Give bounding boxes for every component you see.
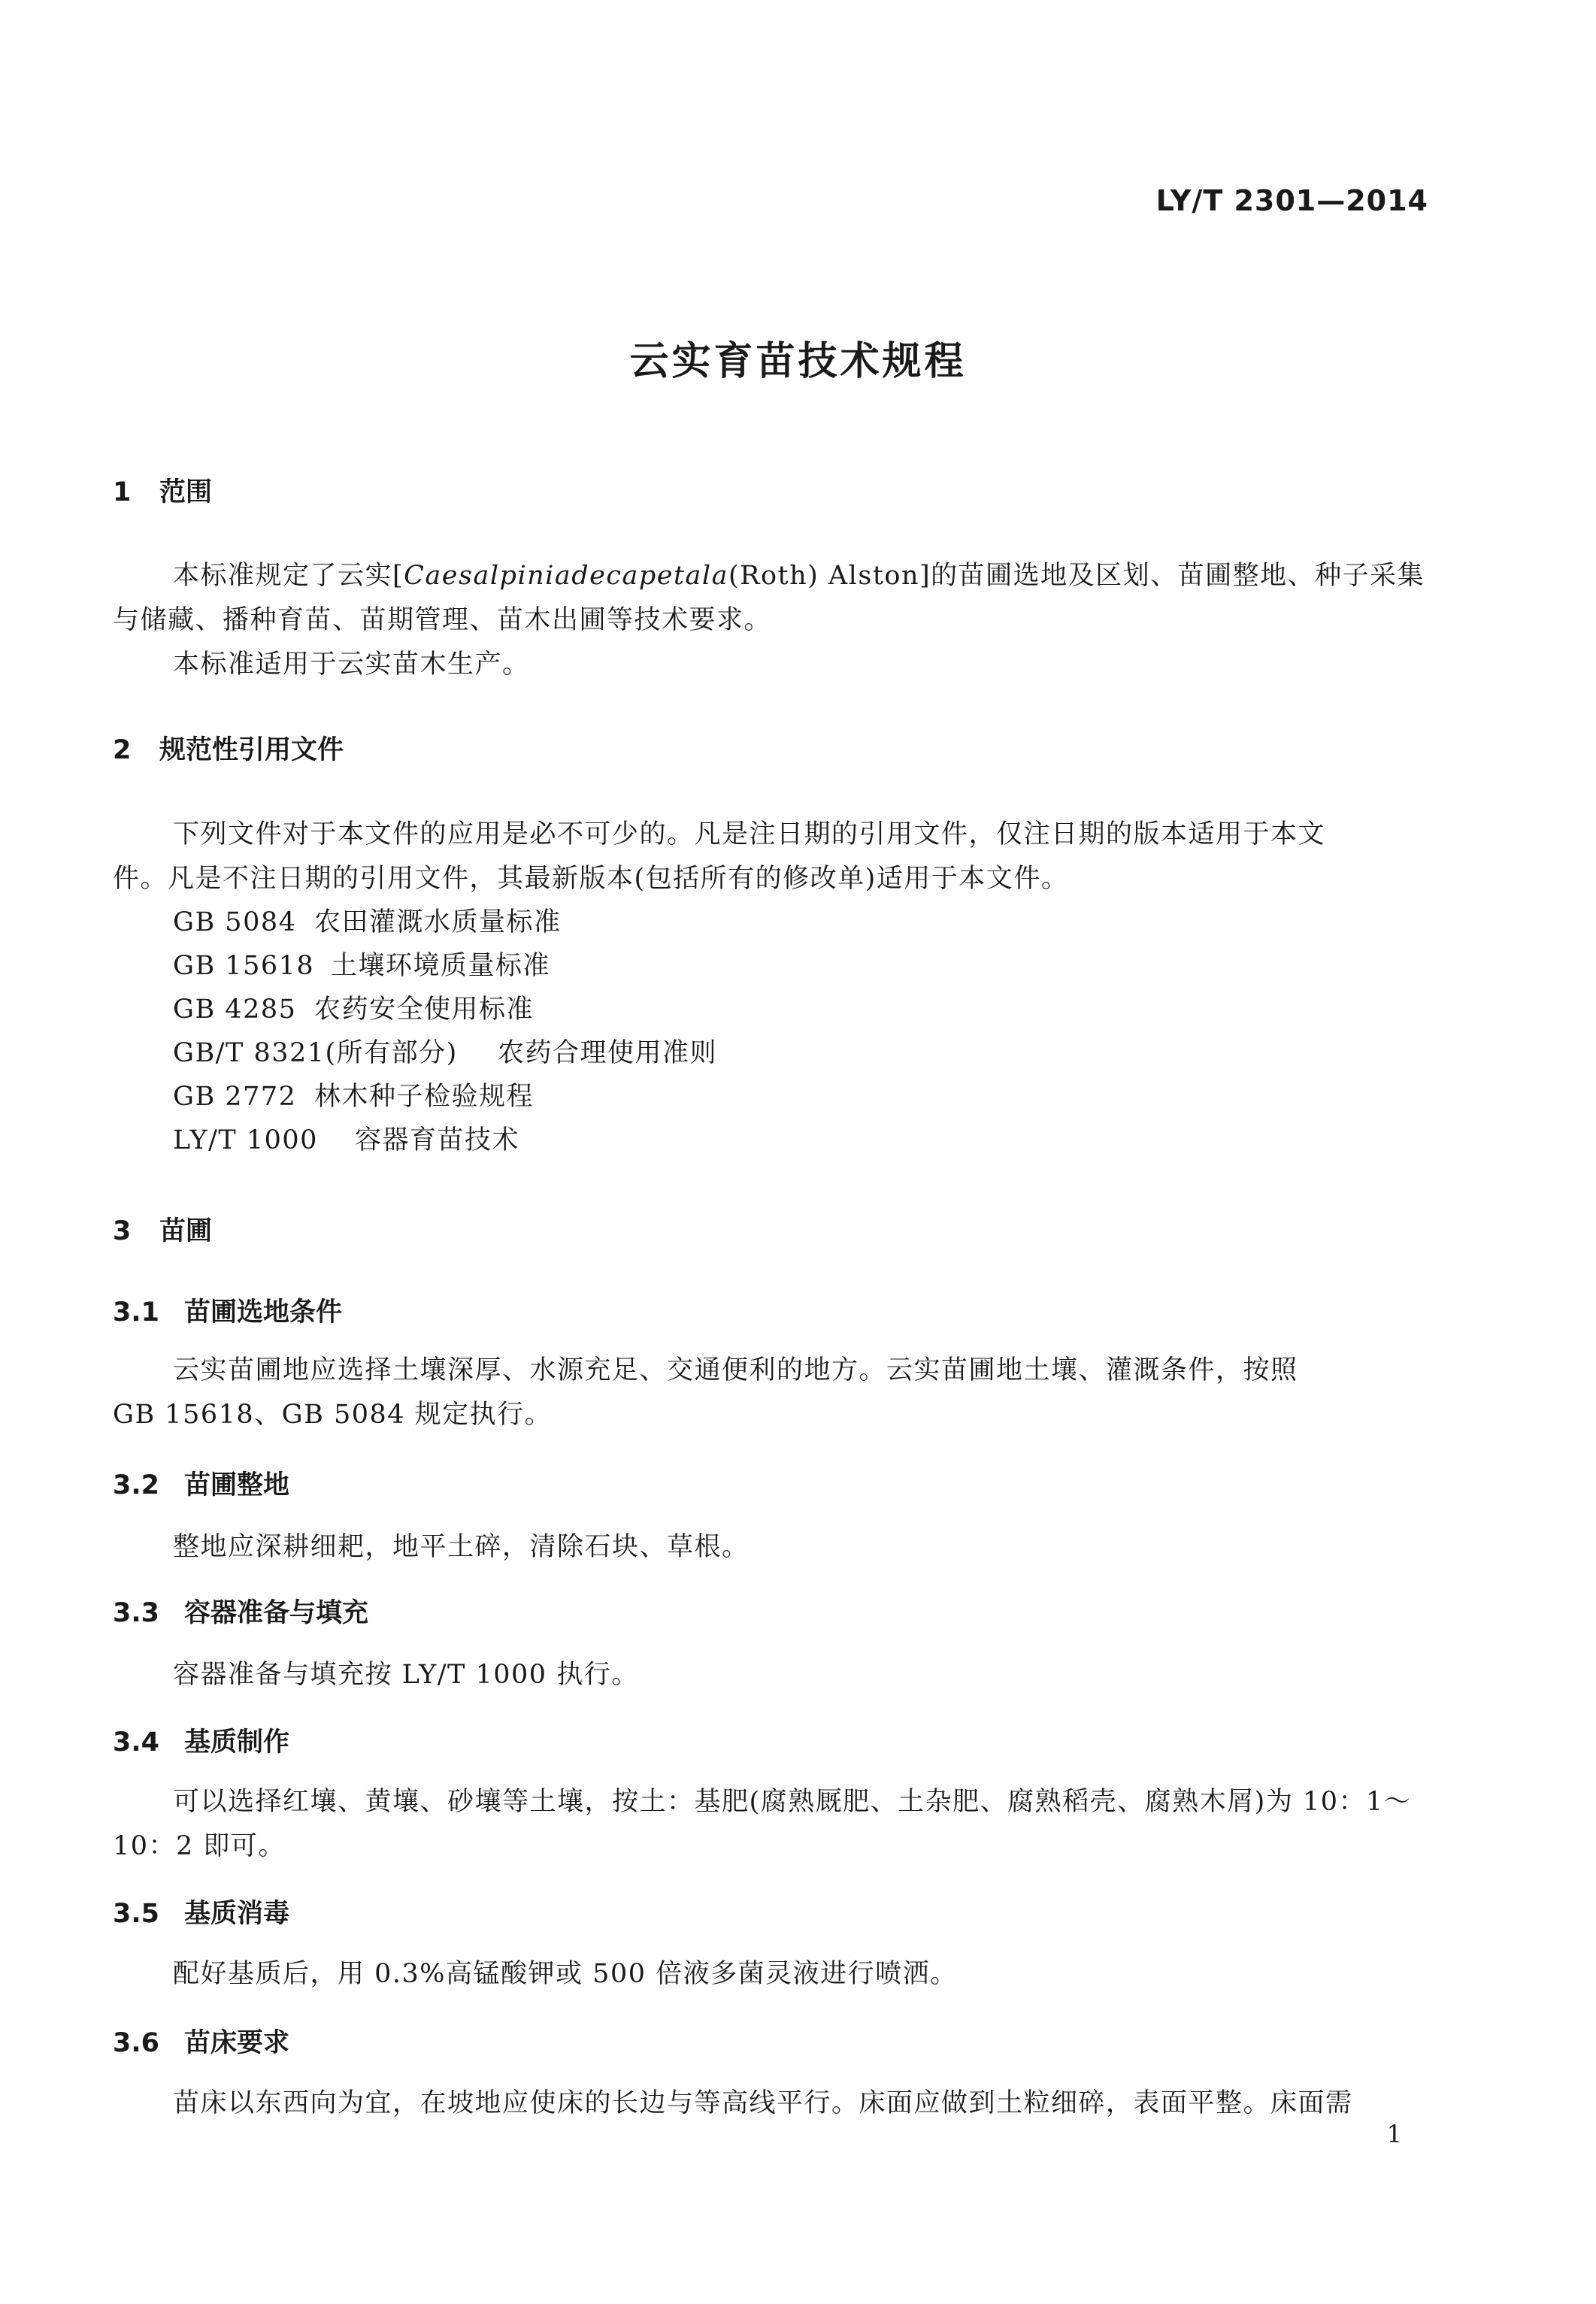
section-3-heading [113,1210,212,1248]
reference-item [173,901,562,939]
reference-code: GB/T 8321(所有部分) [173,1038,458,1068]
section-number: 2 [113,735,132,765]
reference-code: GB 4285 [173,995,297,1025]
subsection-title: 基质消毒 [184,1899,290,1929]
reference-code: GB 15618 [173,951,315,981]
subsection-number: 3.2 [113,1470,160,1500]
scope-paragraph-line-2: 与储藏、播种育苗、苗期管理、苗木出圃等技术要求。 [113,605,772,635]
subsection-3-1-text-line-1: 云实苗圃地应选择土壤深厚、水源充足、交通便利的地方。云实苗圃地土壤、灌溉条件，按照 [173,1355,1298,1385]
subsection-3-2-text: 整地应深耕细耙，地平土碎，清除石块、草根。 [173,1532,750,1562]
references-intro-line-2: 件。凡是不注日期的引用文件，其最新版本(包括所有的修改单)适用于本文件。 [113,864,1069,894]
references-intro-line-1: 下列文件对于本文件的应用是必不可少的。凡是注日期的引用文件，仅注日期的版本适用于本文 [173,819,1326,849]
subsection-number: 3.5 [113,1899,160,1929]
subsection-title: 基质制作 [184,1727,290,1758]
subsection-3-2-heading [113,1464,289,1502]
latin-name: Caesalpiniadecapetala [404,561,728,591]
reference-item [173,1119,519,1157]
subsection-3-6-heading [113,2022,289,2060]
subsection-3-5-text: 配好基质后，用 0.3%高锰酸钾或 500 倍液多菌灵液进行喷洒。 [173,1959,958,1989]
text-run: 本标准规定了云实[ [173,561,404,591]
subsection-3-4-text-line-2: 10：2 即可。 [113,1831,286,1861]
subsection-3-4-heading [113,1721,289,1759]
subsection-3-3-text: 容器准备与填充按 LY/T 1000 执行。 [173,1660,639,1690]
reference-item [173,989,534,1026]
document-title: 云实育苗技术规程 [629,339,967,384]
subsection-number: 3.6 [113,2028,160,2058]
reference-item [173,945,550,982]
standard-number: LY/T 2301—2014 [1155,184,1428,217]
scope-applicability: 本标准适用于云实苗木生产。 [173,649,530,680]
section-2-heading [113,729,344,767]
subsection-number: 3.3 [113,1598,160,1628]
section-title: 苗圃 [159,1216,213,1246]
subsection-3-1-heading [113,1291,342,1329]
reference-name: 农药合理使用准则 [498,1038,718,1068]
subsection-title: 苗床要求 [184,2028,290,2058]
reference-item [173,1076,534,1113]
subsection-title: 苗圃整地 [184,1470,290,1500]
subsection-number: 3.1 [113,1297,160,1328]
reference-code: GB 5084 [173,907,297,937]
reference-code: LY/T 1000 [173,1125,318,1155]
subsection-3-4-text-line-1: 可以选择红壤、黄壤、砂壤等土壤，按土：基肥(腐熟厩肥、土杂肥、腐熟稻壳、腐熟木屑)为 10：1～ [173,1787,1412,1817]
reference-name: 林木种子检验规程 [314,1082,535,1112]
subsection-title: 容器准备与填充 [184,1598,369,1628]
reference-item [173,1032,717,1070]
subsection-3-3-heading [113,1592,368,1630]
section-title: 范围 [159,477,213,507]
text-run: (Roth) Alston]的苗圃选地及区划、苗圃整地、种子采集 [728,561,1425,591]
reference-code: GB 2772 [173,1082,297,1112]
section-number: 1 [113,477,132,507]
reference-name: 农田灌溉水质量标准 [314,907,562,937]
reference-name: 农药安全使用标准 [314,995,535,1025]
subsection-3-6-text-line-1: 苗床以东西向为宜，在坡地应使床的长边与等高线平行。床面应做到土粒细碎，表面平整。床面需 [173,2088,1353,2118]
subsection-3-5-heading [113,1893,289,1930]
subsection-3-1-text-line-2: GB 15618、GB 5084 规定执行。 [113,1400,553,1430]
section-number: 3 [113,1216,132,1246]
reference-name: 土壤环境质量标准 [331,951,551,981]
page-number: 1 [1386,2120,1402,2148]
reference-name: 容器育苗技术 [355,1125,520,1155]
subsection-title: 苗圃选地条件 [184,1297,343,1328]
subsection-number: 3.4 [113,1727,160,1758]
section-title: 规范性引用文件 [159,735,344,765]
section-1-heading [113,471,212,509]
scope-paragraph-line-1 [173,555,1425,592]
